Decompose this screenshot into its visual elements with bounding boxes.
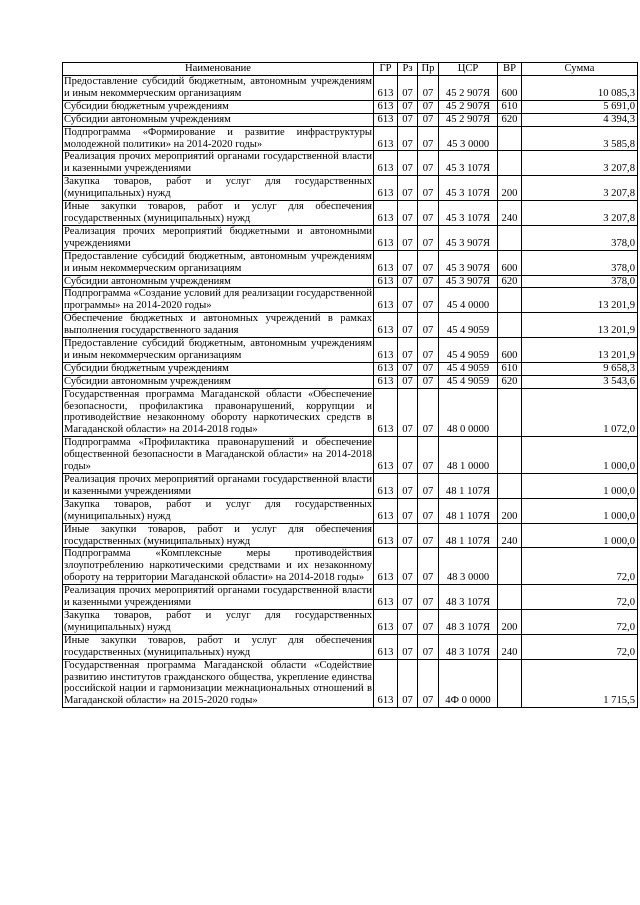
header-gr: ГР xyxy=(374,63,398,76)
cell-name: Субсидии автономным учреждениям xyxy=(63,275,374,288)
cell-csr: 45 4 9059 xyxy=(439,362,498,375)
cell-vr xyxy=(498,548,522,585)
cell-vr: 240 xyxy=(498,201,522,226)
cell-pr: 07 xyxy=(418,151,439,176)
cell-vr xyxy=(498,151,522,176)
cell-gr: 613 xyxy=(374,250,398,275)
cell-name: Реализация прочих мероприятий бюджетными и автономными учреждениями xyxy=(64,225,372,249)
cell-name: Субсидии автономным учреждениям xyxy=(63,375,374,388)
cell-gr: 613 xyxy=(374,126,398,151)
cell-rz: 07 xyxy=(398,375,418,388)
cell-name: Закупка товаров, работ и услуг для государственных (муниципальных) нужд xyxy=(64,498,372,522)
cell-pr: 07 xyxy=(418,313,439,338)
table-row xyxy=(63,498,638,523)
table-row xyxy=(63,113,638,126)
cell-pr: 07 xyxy=(418,250,439,275)
table-row xyxy=(63,126,638,151)
table-row xyxy=(63,634,638,659)
header-rz: Рз xyxy=(398,63,418,76)
cell-sum: 72,0 xyxy=(522,548,638,585)
cell-csr: 45 3 907Я xyxy=(439,250,498,275)
cell-gr: 613 xyxy=(374,100,398,113)
cell-sum: 3 207,8 xyxy=(522,201,638,226)
cell-rz: 07 xyxy=(398,113,418,126)
cell-vr xyxy=(498,437,522,474)
cell-csr: 45 4 9059 xyxy=(439,313,498,338)
cell-csr: 45 3 107Я xyxy=(439,151,498,176)
table-row xyxy=(63,76,638,101)
cell-name: Подпрограмма «Формирование и развитие инфраструктуры молодежной политики» на 2014-2020 годы» xyxy=(64,126,372,150)
cell-sum: 13 201,9 xyxy=(522,288,638,313)
header-vr: ВР xyxy=(498,63,522,76)
cell-gr: 613 xyxy=(374,659,398,708)
cell-sum: 1 072,0 xyxy=(522,388,638,437)
table-row xyxy=(63,338,638,363)
cell-pr: 07 xyxy=(418,388,439,437)
cell-sum: 3 207,8 xyxy=(522,176,638,201)
cell-pr: 07 xyxy=(418,548,439,585)
cell-rz: 07 xyxy=(398,498,418,523)
cell-vr: 240 xyxy=(498,523,522,548)
cell-vr: 600 xyxy=(498,76,522,101)
cell-vr xyxy=(498,388,522,437)
cell-vr: 600 xyxy=(498,250,522,275)
cell-csr: 45 3 107Я xyxy=(439,201,498,226)
table-body xyxy=(63,76,638,708)
cell-csr: 45 3 907Я xyxy=(439,225,498,250)
cell-pr: 07 xyxy=(418,275,439,288)
table-row xyxy=(63,548,638,585)
table-row xyxy=(63,437,638,474)
cell-pr: 07 xyxy=(418,362,439,375)
table-row xyxy=(63,176,638,201)
header-pr: Пр xyxy=(418,63,439,76)
cell-name: Иные закупки товаров, работ и услуг для обеспечения государственных (муниципальных) нужд xyxy=(64,634,372,658)
header-sum: Сумма xyxy=(522,63,638,76)
table-row xyxy=(63,388,638,437)
cell-vr xyxy=(498,126,522,151)
table-row xyxy=(63,474,638,499)
cell-gr: 613 xyxy=(374,634,398,659)
cell-name: Предоставление субсидий бюджетным, автономным учреждениям и иным некоммерческим организациям xyxy=(64,250,372,274)
cell-pr: 07 xyxy=(418,474,439,499)
cell-sum: 5 691,0 xyxy=(522,100,638,113)
cell-csr: 4Ф 0 0000 xyxy=(439,659,498,708)
cell-rz: 07 xyxy=(398,225,418,250)
cell-sum: 3 207,8 xyxy=(522,151,638,176)
cell-sum: 72,0 xyxy=(522,585,638,610)
cell-csr: 48 1 0000 xyxy=(439,437,498,474)
cell-csr: 45 2 907Я xyxy=(439,100,498,113)
cell-gr: 613 xyxy=(374,375,398,388)
cell-gr: 613 xyxy=(374,76,398,101)
cell-rz: 07 xyxy=(398,585,418,610)
cell-gr: 613 xyxy=(374,388,398,437)
cell-sum: 1 715,5 xyxy=(522,659,638,708)
cell-gr: 613 xyxy=(374,225,398,250)
cell-pr: 07 xyxy=(418,225,439,250)
cell-csr: 45 3 107Я xyxy=(439,176,498,201)
cell-gr: 613 xyxy=(374,523,398,548)
cell-pr: 07 xyxy=(418,609,439,634)
cell-name: Субсидии автономным учреждениям xyxy=(63,113,374,126)
cell-sum: 378,0 xyxy=(522,250,638,275)
cell-vr: 200 xyxy=(498,609,522,634)
cell-vr: 600 xyxy=(498,338,522,363)
cell-sum: 378,0 xyxy=(522,225,638,250)
cell-rz: 07 xyxy=(398,634,418,659)
cell-vr: 200 xyxy=(498,176,522,201)
cell-sum: 13 201,9 xyxy=(522,338,638,363)
cell-vr xyxy=(498,585,522,610)
cell-vr: 620 xyxy=(498,275,522,288)
cell-vr: 610 xyxy=(498,100,522,113)
cell-sum: 1 000,0 xyxy=(522,498,638,523)
cell-rz: 07 xyxy=(398,250,418,275)
cell-sum: 10 085,3 xyxy=(522,76,638,101)
cell-vr xyxy=(498,288,522,313)
cell-rz: 07 xyxy=(398,362,418,375)
cell-gr: 613 xyxy=(374,362,398,375)
cell-gr: 613 xyxy=(374,113,398,126)
cell-csr: 45 2 907Я xyxy=(439,76,498,101)
cell-sum: 1 000,0 xyxy=(522,437,638,474)
cell-csr: 48 1 107Я xyxy=(439,474,498,499)
cell-rz: 07 xyxy=(398,609,418,634)
cell-name: Предоставление субсидий бюджетным, автономным учреждениям и иным некоммерческим организациям xyxy=(64,76,372,99)
table-row xyxy=(63,201,638,226)
cell-pr: 07 xyxy=(418,659,439,708)
cell-gr: 613 xyxy=(374,474,398,499)
cell-gr: 613 xyxy=(374,437,398,474)
cell-csr: 45 3 907Я xyxy=(439,275,498,288)
cell-pr: 07 xyxy=(418,375,439,388)
cell-gr: 613 xyxy=(374,609,398,634)
cell-gr: 613 xyxy=(374,498,398,523)
cell-csr: 48 3 107Я xyxy=(439,609,498,634)
table-row xyxy=(63,523,638,548)
cell-name: Субсидии бюджетным учреждениям xyxy=(63,362,374,375)
cell-name: Реализация прочих мероприятий органами государственной власти и казенными учреждениями xyxy=(64,474,372,497)
cell-sum: 72,0 xyxy=(522,609,638,634)
cell-pr: 07 xyxy=(418,338,439,363)
cell-rz: 07 xyxy=(398,659,418,708)
cell-pr: 07 xyxy=(418,100,439,113)
cell-sum: 4 394,3 xyxy=(522,113,638,126)
table-row xyxy=(63,275,638,288)
table-row xyxy=(63,313,638,338)
cell-sum: 1 000,0 xyxy=(522,474,638,499)
cell-csr: 45 4 0000 xyxy=(439,288,498,313)
cell-pr: 07 xyxy=(418,176,439,201)
cell-name: Подпрограмма «Комплексные меры противодействия злоупотреблению наркотическими средствами и их незаконному обороту на территории Магаданской области» на 2014-2018 годы» xyxy=(64,548,372,584)
cell-pr: 07 xyxy=(418,288,439,313)
cell-sum: 3 585,8 xyxy=(522,126,638,151)
cell-vr: 620 xyxy=(498,113,522,126)
cell-name: Подпрограмма «Создание условий для реализации государственной программы» на 2014-2020 годы» xyxy=(64,288,372,312)
cell-gr: 613 xyxy=(374,548,398,585)
cell-csr: 45 4 9059 xyxy=(439,338,498,363)
cell-rz: 07 xyxy=(398,201,418,226)
cell-csr: 48 3 107Я xyxy=(439,634,498,659)
cell-csr: 45 2 907Я xyxy=(439,113,498,126)
budget-document-page xyxy=(62,62,637,708)
table-row xyxy=(63,609,638,634)
cell-rz: 07 xyxy=(398,176,418,201)
cell-name: Государственная программа Магаданской области «Содействие развитию институтов гражданского общества, укрепление единства российской нации и гармонизации межнациональных отношений в Магаданской области» на 2015-2020 годы» xyxy=(64,659,372,707)
cell-rz: 07 xyxy=(398,474,418,499)
cell-pr: 07 xyxy=(418,585,439,610)
cell-sum: 378,0 xyxy=(522,275,638,288)
cell-pr: 07 xyxy=(418,634,439,659)
budget-table xyxy=(62,62,638,708)
cell-rz: 07 xyxy=(398,388,418,437)
cell-sum: 9 658,3 xyxy=(522,362,638,375)
cell-sum: 13 201,9 xyxy=(522,313,638,338)
cell-gr: 613 xyxy=(374,313,398,338)
cell-vr: 240 xyxy=(498,634,522,659)
table-header-row xyxy=(63,63,638,76)
cell-name: Иные закупки товаров, работ и услуг для обеспечения государственных (муниципальных) нужд xyxy=(64,523,372,547)
table-row xyxy=(63,288,638,313)
cell-name: Субсидии бюджетным учреждениям xyxy=(63,100,374,113)
cell-csr: 48 0 0000 xyxy=(439,388,498,437)
cell-gr: 613 xyxy=(374,201,398,226)
cell-rz: 07 xyxy=(398,288,418,313)
cell-name: Закупка товаров, работ и услуг для государственных (муниципальных) нужд xyxy=(64,609,372,633)
cell-name: Подпрограмма «Профилактика правонарушений и обеспечение общественной безопасности в Магаданской области» на 2014-2018 годы» xyxy=(64,437,372,473)
cell-name: Закупка товаров, работ и услуг для государственных (муниципальных) нужд xyxy=(64,176,372,200)
cell-name: Обеспечение бюджетных и автономных учреждений в рамках выполнения государственного задания xyxy=(64,313,372,337)
table-row xyxy=(63,585,638,610)
cell-csr: 48 3 107Я xyxy=(439,585,498,610)
cell-pr: 07 xyxy=(418,126,439,151)
cell-gr: 613 xyxy=(374,585,398,610)
cell-pr: 07 xyxy=(418,523,439,548)
cell-name: Реализация прочих мероприятий органами государственной власти и казенными учреждениями xyxy=(64,151,372,175)
cell-rz: 07 xyxy=(398,338,418,363)
cell-pr: 07 xyxy=(418,76,439,101)
cell-rz: 07 xyxy=(398,523,418,548)
cell-name: Реализация прочих мероприятий органами государственной власти и казенными учреждениями xyxy=(64,585,372,609)
cell-rz: 07 xyxy=(398,100,418,113)
cell-vr xyxy=(498,474,522,499)
cell-name: Предоставление субсидий бюджетным, автономным учреждениям и иным некоммерческим организациям xyxy=(64,338,372,361)
cell-pr: 07 xyxy=(418,498,439,523)
cell-vr: 200 xyxy=(498,498,522,523)
cell-csr: 48 1 107Я xyxy=(439,523,498,548)
cell-rz: 07 xyxy=(398,313,418,338)
cell-vr xyxy=(498,659,522,708)
table-row xyxy=(63,100,638,113)
cell-rz: 07 xyxy=(398,126,418,151)
cell-vr: 620 xyxy=(498,375,522,388)
cell-csr: 48 1 107Я xyxy=(439,498,498,523)
cell-csr: 45 3 0000 xyxy=(439,126,498,151)
cell-pr: 07 xyxy=(418,201,439,226)
table-row xyxy=(63,659,638,708)
cell-gr: 613 xyxy=(374,288,398,313)
cell-pr: 07 xyxy=(418,437,439,474)
table-row xyxy=(63,375,638,388)
header-name: Наименование xyxy=(63,63,374,76)
cell-vr: 610 xyxy=(498,362,522,375)
table-row xyxy=(63,362,638,375)
cell-name: Государственная программа Магаданской области «Обеспечение безопасности, профилактика правонарушений, коррупции и противодействие незаконному обороту наркотических средств в Магаданской области» на 2014-2018 годы» xyxy=(64,388,372,436)
cell-rz: 07 xyxy=(398,275,418,288)
cell-rz: 07 xyxy=(398,151,418,176)
table-row xyxy=(63,250,638,275)
table-row xyxy=(63,225,638,250)
cell-rz: 07 xyxy=(398,437,418,474)
cell-name: Иные закупки товаров, работ и услуг для обеспечения государственных (муниципальных) нужд xyxy=(64,201,372,224)
table-row xyxy=(63,151,638,176)
cell-rz: 07 xyxy=(398,76,418,101)
cell-vr xyxy=(498,313,522,338)
cell-sum: 3 543,6 xyxy=(522,375,638,388)
cell-sum: 72,0 xyxy=(522,634,638,659)
cell-csr: 45 4 9059 xyxy=(439,375,498,388)
header-csr: ЦСР xyxy=(439,63,498,76)
cell-csr: 48 3 0000 xyxy=(439,548,498,585)
cell-rz: 07 xyxy=(398,548,418,585)
cell-vr xyxy=(498,225,522,250)
cell-pr: 07 xyxy=(418,113,439,126)
cell-sum: 1 000,0 xyxy=(522,523,638,548)
cell-gr: 613 xyxy=(374,151,398,176)
cell-gr: 613 xyxy=(374,275,398,288)
cell-gr: 613 xyxy=(374,176,398,201)
cell-gr: 613 xyxy=(374,338,398,363)
